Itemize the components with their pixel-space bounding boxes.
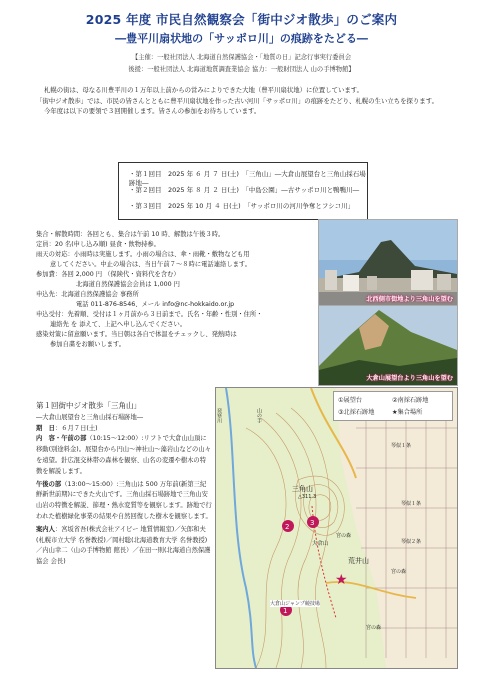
schedule-item-3: ・第３回目 2025 年 10 月 ４ 日(土) 「サッポロ川の河川争奪とフシコ川」 — [129, 202, 355, 210]
schedule-item-2: ・第２回目 2025 年 ８ 月 ２ 日(土) 「中島公園」―古サッポロ川と鴨鴨川― — [129, 186, 360, 194]
svg-text:2: 2 — [285, 523, 290, 531]
organizers-line-1: 【主催：一般社団法人 北海道自然保護協会・「地質の日」記念行事実行委員会 — [131, 54, 352, 61]
map-label-okurayama: 大倉山 — [312, 541, 329, 547]
section-1-subtitle: ―大倉山展望台と三角山採石場跡地― — [36, 413, 144, 421]
map-label-jump-stadium: 大倉山ジャンプ競技場 — [270, 601, 320, 607]
detail-rain-2: 意してください。中止の場合は、当日午前７〜８時に電話連絡します。 — [50, 261, 251, 268]
legend-north-quarry: ③北採石跡地 — [338, 409, 375, 416]
organizers-line-2: 後援：一般社団法人 北海道地質調査業協会 協力：一般財団法人 山の手博物館】 — [128, 66, 355, 73]
section-1 — [36, 401, 212, 568]
photo-2-caption: 大倉山展望台より三角山を望む — [366, 375, 453, 382]
photo-sankakuyama-from-city — [318, 219, 458, 307]
intro-paragraph-3: 今年度は以下の要領で３回開催します。皆さんの参加をお待ちしています。 — [44, 107, 261, 115]
legend-meeting-point: ★集合場所 — [392, 409, 423, 416]
detail-capacity: 定員：20 名(申し込み順) 昼食・飲物持参。 — [36, 241, 160, 248]
detail-apply-to: 申込先：北海道自然保護協会 事務所 — [36, 291, 139, 298]
am-label: ・午前の部 — [54, 435, 87, 443]
detail-fee-member: 北海道自然保護協会会員は 1,000 円 — [76, 281, 180, 288]
page-subtitle: ―豊平川扇状地の「サッポロ川」の痕跡をたどる― — [115, 32, 368, 45]
detail-fee: 参加費：各回 2,000 円 （保険代・資料代を含む） — [36, 271, 180, 278]
map-label-kotoni-1jo: 琴似１条 — [401, 501, 422, 507]
meeting-point-star: ★ — [335, 572, 348, 588]
detail-accept-1: 申込受付：先着順、受付は１ヶ月前から３日前まで。氏名・年齢・性別・住所・ — [36, 311, 263, 318]
map-label-kotoni-1jo-b: 琴似１条 — [391, 443, 412, 449]
detail-contact: 電話 011-876-8546、メール info@nc-hokkaido.or.jp — [76, 301, 235, 308]
detail-health-2: 参加自粛をお願いします。 — [50, 341, 126, 348]
section-1-afternoon — [36, 480, 212, 523]
map-label-miyanomori: 宮の森 — [336, 533, 352, 539]
legend-south-quarry: ②南採石跡地 — [392, 397, 429, 404]
schedule-box — [118, 162, 368, 220]
topographic-map — [216, 388, 457, 668]
schedule-item-1: ・第１回目 2025 年 ６ 月 ７ 日(土) 「三角山」―大倉山展望台と三角山採石場跡地― — [129, 170, 366, 187]
map-label-elevation: △311.3 — [298, 494, 317, 500]
svg-text:3: 3 — [310, 519, 315, 527]
svg-text:1: 1 — [283, 607, 288, 615]
section-1-content — [36, 434, 212, 477]
map-label-yamanote: 山の手 — [256, 408, 262, 423]
map-legend — [333, 391, 453, 421]
guide-label: 案内人 — [36, 525, 55, 533]
am-text: （10:15〜12:00）:リフトで大倉山山頂に移動(別途料金)。展望台から円山〜神社山〜藻岩山などの山々を遠望。針広混交林帯の森林を観察、山名の変遷や樹木の特徴を解説します。 — [36, 435, 211, 475]
map-label-hassamu: 発寒川 — [216, 408, 222, 423]
map-label-kotoni-2jo: 琴似２条 — [401, 539, 422, 545]
pm-text: （13:00〜15:00）:三角山は 500 万年前(新第三紀鮮新世前期)にできた火山です。三角山採石場跡地で三角山安山岩の特徴を解説、節理・熱水変質等を観察します。跡地で行われた植樹緑化事業の結果や自然回復した樹木を観察します。 — [36, 480, 212, 520]
map-label-jinja: 宮の森 — [391, 569, 407, 575]
map-label-miyanomori-2: 宮の森 — [366, 625, 382, 631]
intro-text — [36, 85, 456, 117]
detail-rain-1: 雨天の対応：小雨時は実施します。小雨の場合は、傘・雨靴・敷物なども用 — [36, 251, 250, 258]
detail-health-1: 感染対策に留意願います。当日朝は各自で体温をチェックし、発熱時は — [36, 331, 237, 338]
intro-paragraph-2: 「街中ジオ散歩」では、市民の皆さんとともに豊平川扇状地を作った古い河川「サッポロ川」の痕跡をたどり、札幌の生い立ちを探ります。 — [36, 96, 438, 105]
map-label-sankakuyama: 三角山 — [292, 485, 313, 493]
route-map — [215, 387, 458, 669]
event-details — [36, 230, 306, 350]
detail-time: 集合・解散時間：各回とも、集合は午前 10 時、解散は午後３時。 — [36, 231, 225, 238]
section-1-heading: 第１回街中ジオ散歩「三角山」 — [36, 401, 141, 410]
legend-observatory: ①展望台 — [338, 397, 363, 404]
detail-accept-2: 連絡先 を 添えて、上記へ申し込んでください。 — [50, 321, 187, 328]
guide-text: ：宮坂省吾(株式会社アイピー 地質情報室)／矢郎和夫(札幌市立大学 名誉教授)／岡村聡(北海道教育大学 名誉教授)／内山幸二（山の手博物館 館長）／在田一則(北海道自然保護協会 会長) — [36, 525, 211, 566]
content-label: 内 容 — [36, 435, 55, 443]
date-label: 期 日 — [36, 424, 55, 432]
intro-paragraph-1: 札幌の街は、母なる川豊平川の１万年以上前からの営みによりできた大地（豊平川扇状地）に位置しています。 — [44, 86, 364, 94]
page-title: 2025 年度 市民自然観察会「街中ジオ散歩」のご案内 — [85, 12, 398, 27]
section-1-date — [36, 424, 212, 435]
map-label-arai: 荒井山 — [348, 557, 369, 565]
section-1-guides — [36, 525, 212, 568]
photo-sankakuyama-from-okurayama — [318, 305, 458, 386]
photo-1-caption: 北西側市街地より三角山を望む — [366, 296, 453, 303]
pm-label: 午後の部 — [36, 480, 62, 488]
date-value: ：６月７日(土) — [54, 424, 98, 432]
